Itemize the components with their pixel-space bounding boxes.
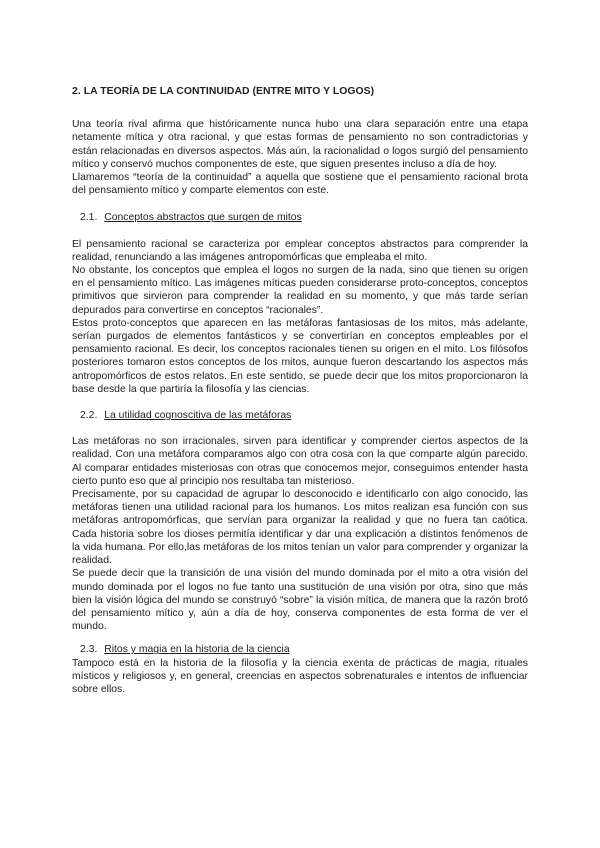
intro-paragraph: Una teoría rival afirma que históricamente nunca hubo una clara separación entre una etapa netamente mítica y otra racional, y que estas formas de pensamiento no son contradictorias y están relacionadas en diversos aspectos. Más aún, la racionalidad o logos surgió del pensamiento mítico y conservó muchos componentes de este, que siguen presentes incluso a día de hoy. — [72, 119, 528, 170]
subsection-number: 2.2. — [80, 410, 98, 422]
subsection-number: 2.1. — [80, 212, 98, 224]
subsection-heading — [72, 211, 528, 224]
document-content — [72, 85, 528, 696]
intro-block — [72, 118, 528, 197]
subsection-title: Ritos y magia en la historia de la ciencia — [104, 644, 290, 656]
subsection-number: 2.3. — [80, 644, 98, 656]
subsection-heading — [72, 409, 528, 422]
body-paragraph: Se puede decir que la transición de una visión del mundo dominada por el mito a otra visión del mundo dominada por el logos no fue tanto una sustitución de una visión por otra, sino que más bien la visión lógica del mundo se construyó “sobre” la visión mítica, de manera que la razón brotó del pensamiento mítico y, aún a día de hoy, conserva componentes de esta forma de ver el mundo. — [72, 568, 528, 633]
intro-paragraph: Llamaremos “teoría de la continuidad” a aquella que sostiene que el pensamiento racional brota del pensamiento mítico y comparte elementos con este. — [72, 172, 528, 197]
subsection-title: La utilidad cognoscitiva de las metáforas — [104, 410, 292, 422]
section-title: 2. LA TEORÍA DE LA CONTINUIDAD (ENTRE MITO Y LOGOS) — [72, 86, 375, 97]
subsection-body — [72, 657, 528, 697]
body-paragraph: Precisamente, por su capacidad de agrupar lo desconocido e identificarlo con algo conocido, las metáforas tienen una utilidad racional para los humanos. Los mitos realizan esa función con sus metáforas antropomórficas, que servían para organizar la realidad y que no fuera tan caótica. Cada historia sobre los dioses permitía identificar y dar una explicación a distintos fenómenos de la vida humana. Por ello,las metáforas de los mitos tenían un valor para comprender y organizar la realidad. — [72, 489, 528, 567]
subsection-body — [72, 238, 528, 396]
subsection-title: Conceptos abstractos que surgen de mitos — [104, 212, 302, 224]
body-paragraph: Estos proto-conceptos que aparecen en las metáforas fantasiosas de los mitos, más adelante, serían purgados de elementos fantásticos y se convertirían en conceptos empleables por el pensamiento racional. Es decir, los conceptos racionales tienen su origen en el mito. Los filósofos posteriores tomaron estos conceptos de los mitos, aunque fueron descartando los aspectos más antropomórficos de estos relatos. En este sentido, se puede decir que los mitos proporcionaron la base desde la que partiría la filosofía y las ciencias. — [72, 317, 528, 395]
subsection-heading — [72, 643, 528, 656]
subsection-body — [72, 435, 528, 633]
body-paragraph: No obstante, los conceptos que emplea el logos no surgen de la nada, sino que tienen su origen en el pensamiento mítico. Las imágenes míticas pueden considerarse proto-conceptos, conceptos primitivos que sirvieron para comprender la realidad en su momento, y que más tarde serían depurados para convertirse en conceptos “racionales”. — [72, 265, 528, 316]
body-paragraph: Las metáforas no son irracionales, sirven para identificar y comprender ciertos aspectos de la realidad. Con una metáfora comparamos algo con otra cosa con la que comparte algún parecido. Al comparar entidades misteriosas con otras que conocemos mejor, conseguimos entender hasta cierto punto eso que al principio nos resultaba tan misterioso. — [72, 436, 528, 487]
body-paragraph: Tampoco está en la historia de la filosofía y la ciencia exenta de prácticas de magia, rituales místicos y religiosos y, en general, creencias en aspectos sobrenaturales e intentos de influenciar sobre ellos. — [72, 657, 528, 695]
body-paragraph: El pensamiento racional se caracteriza por emplear conceptos abstractos para comprender la realidad, renunciando a las imágenes antropomórficas que empleaba el mito. — [72, 238, 528, 263]
